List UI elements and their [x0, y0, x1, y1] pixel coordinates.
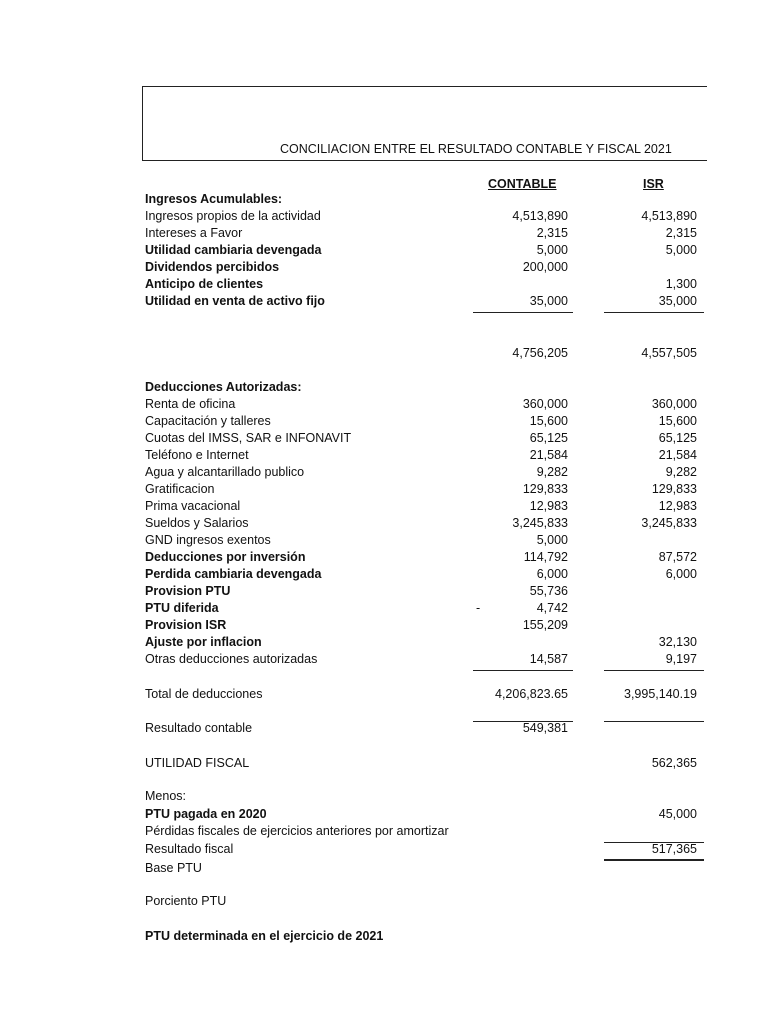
table-row	[0, 584, 768, 601]
row-label: PTU pagada en 2020	[145, 807, 267, 821]
row-label: Total de deducciones	[145, 687, 263, 701]
contable-value: 4,756,205	[512, 346, 568, 360]
isr-value: 4,513,890	[641, 209, 697, 223]
table-row	[0, 567, 768, 584]
row-label: UTILIDAD FISCAL	[145, 756, 250, 770]
table-row	[0, 635, 768, 652]
table-row	[0, 601, 768, 618]
isr-value: 517,365	[651, 842, 697, 856]
table-row	[0, 721, 768, 738]
contable-value: 21,584	[529, 448, 568, 462]
isr-value: 65,125	[658, 431, 697, 445]
row-label: Anticipo de clientes	[145, 277, 264, 291]
isr-value: 45,000	[658, 807, 697, 821]
page-title: CONCILIACION ENTRE EL RESULTADO CONTABLE Y FISCAL 2021	[280, 142, 672, 156]
contable-value: 14,587	[529, 652, 568, 666]
row-label: Provision PTU	[145, 584, 231, 598]
rule-resultado-fiscal-top	[604, 842, 704, 843]
table-row	[0, 861, 768, 878]
table-row	[0, 243, 768, 260]
row-label: Agua y alcantarillado publico	[145, 465, 305, 479]
row-label: Pérdidas fiscales de ejercicios anteriores por amortizar	[145, 824, 449, 838]
isr-value: 360,000	[651, 397, 697, 411]
rule-resultado-isr	[604, 721, 704, 722]
table-row	[0, 516, 768, 533]
table-row	[0, 397, 768, 414]
contable-value: 155,209	[522, 618, 568, 632]
row-label: Dividendos percibidos	[145, 260, 280, 274]
row-label: Sueldos y Salarios	[145, 516, 249, 530]
row-label: Teléfono e Internet	[145, 448, 249, 462]
table-row	[0, 465, 768, 482]
rule-deducciones-isr	[604, 670, 704, 671]
table-row	[0, 482, 768, 499]
table-row	[0, 431, 768, 448]
contable-value: 200,000	[522, 260, 568, 274]
table-row	[0, 789, 768, 806]
table-row	[0, 533, 768, 550]
table-row	[0, 499, 768, 516]
isr-value: 32,130	[658, 635, 697, 649]
table-row	[0, 756, 768, 773]
row-label: Resultado contable	[145, 721, 253, 735]
table-row	[0, 687, 768, 704]
row-label: Intereses a Favor	[145, 226, 243, 240]
contable-value: 6,000	[536, 567, 568, 581]
contable-value: 129,833	[522, 482, 568, 496]
isr-value: 4,557,505	[641, 346, 697, 360]
row-label: PTU determinada en el ejercicio de 2021	[145, 929, 384, 943]
isr-value: 129,833	[651, 482, 697, 496]
isr-value: 562,365	[651, 756, 697, 770]
isr-value: 3,245,833	[641, 516, 697, 530]
table-row	[0, 824, 768, 841]
isr-value: 5,000	[665, 243, 697, 257]
rule-deducciones-contable	[473, 670, 573, 671]
table-row	[0, 652, 768, 669]
table-row	[0, 277, 768, 294]
row-label: Deducciones Autorizadas:	[145, 380, 302, 394]
contable-value: 55,736	[529, 584, 568, 598]
negative-sign: -	[476, 601, 481, 615]
row-label: Gratificacion	[145, 482, 215, 496]
row-label: Perdida cambiaria devengada	[145, 567, 322, 581]
table-row	[0, 192, 768, 209]
contable-value: 4,742	[536, 601, 568, 615]
isr-value: 15,600	[658, 414, 697, 428]
table-row	[0, 894, 768, 911]
contable-value: 12,983	[529, 499, 568, 513]
rule-resultado-contable	[473, 721, 573, 722]
row-label: Utilidad en venta de activo fijo	[145, 294, 325, 308]
table-row	[0, 380, 768, 397]
contable-value: 65,125	[529, 431, 568, 445]
isr-value: 6,000	[665, 567, 697, 581]
row-label: Capacitación y talleres	[145, 414, 271, 428]
rule-ingresos-isr	[604, 312, 704, 313]
isr-value: 1,300	[665, 277, 697, 291]
row-label: Ajuste por inflacion	[145, 635, 262, 649]
row-label: Porciento PTU	[145, 894, 227, 908]
row-label: Utilidad cambiaria devengada	[145, 243, 322, 257]
row-label: Resultado fiscal	[145, 842, 234, 856]
rule-resultado-fiscal-bottom	[604, 859, 704, 861]
table-row	[0, 294, 768, 311]
isr-value: 21,584	[658, 448, 697, 462]
isr-value: 87,572	[658, 550, 697, 564]
table-row	[0, 260, 768, 277]
table-row	[0, 209, 768, 226]
contable-value: 4,206,823.65	[495, 687, 568, 701]
table-row	[0, 550, 768, 567]
contable-value: 3,245,833	[512, 516, 568, 530]
table-row	[0, 414, 768, 431]
isr-value: 12,983	[658, 499, 697, 513]
contable-value: 549,381	[522, 721, 568, 735]
table-row	[0, 226, 768, 243]
row-label: GND ingresos exentos	[145, 533, 271, 547]
row-label: Ingresos Acumulables:	[145, 192, 283, 206]
table-row	[0, 807, 768, 824]
table-row	[0, 842, 768, 859]
contable-value: 15,600	[529, 414, 568, 428]
isr-value: 35,000	[658, 294, 697, 308]
header-contable: CONTABLE	[488, 177, 557, 191]
contable-value: 35,000	[529, 294, 568, 308]
isr-value: 3,995,140.19	[624, 687, 697, 701]
table-row	[0, 618, 768, 635]
contable-value: 5,000	[536, 533, 568, 547]
row-label: Base PTU	[145, 861, 202, 875]
row-label: Ingresos propios de la actividad	[145, 209, 321, 223]
row-label: Otras deducciones autorizadas	[145, 652, 318, 666]
contable-value: 9,282	[536, 465, 568, 479]
isr-value: 2,315	[665, 226, 697, 240]
row-label: Prima vacacional	[145, 499, 241, 513]
row-label: Menos:	[145, 789, 186, 803]
row-label: Deducciones por inversión	[145, 550, 306, 564]
table-row	[0, 448, 768, 465]
row-label: PTU diferida	[145, 601, 219, 615]
row-label: Provision ISR	[145, 618, 227, 632]
contable-value: 2,315	[536, 226, 568, 240]
isr-value: 9,197	[665, 652, 697, 666]
contable-value: 5,000	[536, 243, 568, 257]
row-label: Renta de oficina	[145, 397, 236, 411]
isr-value: 9,282	[665, 465, 697, 479]
contable-value: 4,513,890	[512, 209, 568, 223]
rule-ingresos-contable	[473, 312, 573, 313]
table-row	[0, 929, 768, 946]
contable-value: 114,792	[523, 550, 568, 564]
contable-value: 360,000	[522, 397, 568, 411]
table-row	[0, 346, 768, 363]
row-label: Cuotas del IMSS, SAR e INFONAVIT	[145, 431, 352, 445]
header-isr: ISR	[643, 177, 664, 191]
